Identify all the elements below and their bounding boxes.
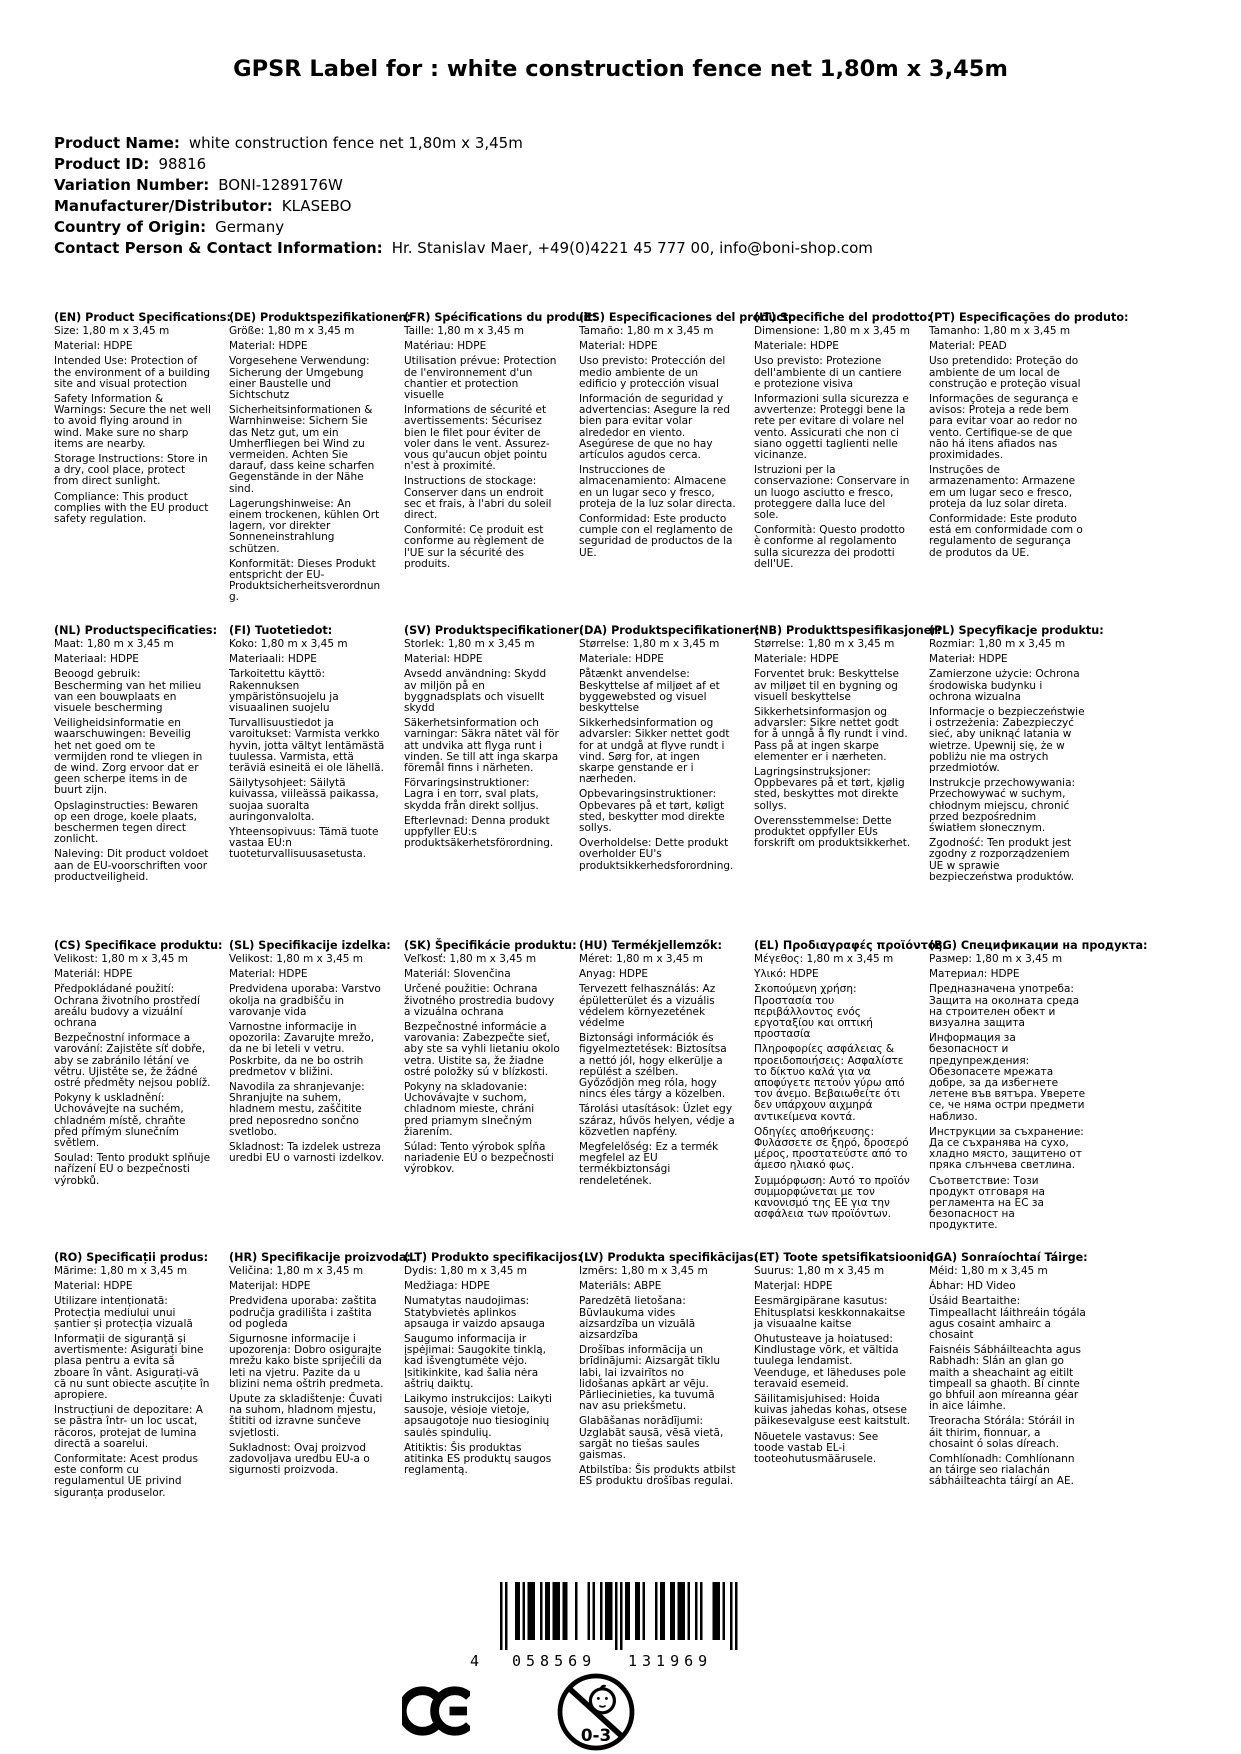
block-paragraph: Istruzioni per la conservazione: Conservare in un luogo asciutto e fresco, proteggere dalla luce del sole. xyxy=(754,464,910,522)
language-block-fi xyxy=(229,624,386,865)
block-paragraph: Sukladnost: Ovaj proizvod zadovoljava uredbu EU-a o sigurnosti proizvoda. xyxy=(229,1441,370,1477)
block-title: (BG) Спецификации на продукта: xyxy=(929,939,1148,952)
block-paragraph: Informații de siguranță și avertismente: Asigurați bine plasa pentru a evita să zboare în vânt. Asigurați-vă că nu sunt obiecte ascuțite în apropiere. xyxy=(54,1333,210,1402)
block-paragraph: Säilitamisjuhised: Hoida kuivas jahedas kohas, otsese päikesevalguse eest kaitstult. xyxy=(754,1393,911,1428)
barcode-digit-group1: 058569 xyxy=(512,1652,597,1670)
block-paragraph: Instructions de stockage: Conserver dans un endroit sec et frais, à l'abri du soleil direct. xyxy=(404,475,552,522)
block-title: (LT) Produkto specifikacijos: xyxy=(404,1251,582,1264)
block-paragraph: Lagerungshinweise: An einem trockenen, kühlen Ort lagern, vor direkter Sonneneinstrahlung schützen. xyxy=(229,497,380,555)
block-paragraph: Materijal: HDPE xyxy=(229,1280,311,1293)
product-field xyxy=(54,133,1154,154)
block-paragraph: Saugumo informacija ir įspėjimai: Saugokite tinklą, kad išvengtumėte vėjo. Įsitikinkite, kad šalia nėra aštrių daiktų. xyxy=(404,1333,547,1390)
language-block-lv xyxy=(579,1251,758,1492)
block-paragraph: Yhteensopivuus: Tämä tuote vastaa EU:n tuoteturvallisuusasetusta. xyxy=(229,826,379,861)
block-paragraph: Säilytysohjeet: Säilytä kuivassa, viileässä paikassa, suojaa suoralta auringonvalolta. xyxy=(229,777,379,823)
block-paragraph: Materiāls: ABPE xyxy=(579,1280,662,1293)
block-paragraph: Eesmärgipärane kasutus: Ehitusplatsi keskkonnakaitse ja visuaalne kaitse xyxy=(754,1295,906,1330)
block-paragraph: Πληροφορίες ασφάλειας & προειδοποιήσεις: Ασφαλίστε το δίκτυο καλά για να αποφύγετε πετούν γύρω από τον άνεμο. Βεβαιωθείτε ότι δεν υπάρχουν αιχμηρά αντικείμενα κοντά. xyxy=(754,1043,905,1123)
language-block-lt xyxy=(404,1251,582,1480)
block-paragraph: Súlad: Tento výrobok spĺňa nariadenie EÚ o bezpečnosti výrobkov. xyxy=(404,1141,554,1176)
barcode-digit-group2: 131969 xyxy=(628,1652,713,1670)
block-paragraph: Opbevaringsinstruktioner: Opbevares på et tørt, køligt sted, beskytter mod direkte sollys. xyxy=(579,788,725,835)
product-field-value: BONI-1289176W xyxy=(218,176,343,194)
language-block-de xyxy=(229,311,411,608)
block-paragraph: Overholdelse: Dette produkt overholder EU's produktsikkerhedsforordning. xyxy=(579,837,734,872)
block-paragraph: Materiaali: HDPE xyxy=(229,653,317,666)
block-title: (ES) Especificaciones del producto: xyxy=(579,311,801,324)
product-field-value: 98816 xyxy=(158,155,207,173)
block-title: (HR) Specifikacije proizvoda: xyxy=(229,1251,411,1264)
language-block-sl xyxy=(229,939,391,1168)
product-field-label: Product Name: xyxy=(54,134,180,152)
block-title: (DA) Produktspecifikationer: xyxy=(579,624,760,637)
block-paragraph: Sikkerhetsinformasjon og advarsler: Sikre nettet godt for å unngå å fly rundt i vind. Pass på at ingen skarpe elementer er i nærheten. xyxy=(754,706,908,763)
language-block-it xyxy=(754,311,932,574)
block-paragraph: Lagringsinstruksjoner: Oppbevares på et tørt, kjølig sted, beskyttes mot direkte sollys. xyxy=(754,766,905,812)
language-block-bg xyxy=(929,939,1148,1236)
block-paragraph: Ohutusteave ja hoiatused: Kindlustage võrk, et vältida tuulega lendamist. Veenduge, et läheduses pole teravaid esemeid. xyxy=(754,1333,906,1390)
block-paragraph: Utilisation prévue: Protection de l'environnement d'un chantier et protection visuelle xyxy=(404,355,557,402)
block-paragraph: Ábhar: HD Video xyxy=(929,1280,1016,1293)
block-paragraph: Uso pretendido: Proteção do ambiente de um local de construção e proteção visual xyxy=(929,355,1081,390)
block-paragraph: Biztonsági információk és figyelmeztetések: Biztosítsa a nettó jól, hogy elkerülje a repülést a szélben. Győződjön meg róla, hogy nincs éles tárgy a közelben. xyxy=(579,1032,727,1101)
language-block-nl xyxy=(54,624,218,887)
block-paragraph: Matériau: HDPE xyxy=(404,340,487,353)
block-paragraph: Glabāšanas norādījumi: Uzglabāt sausā, vēsā vietā, sargāt no tiešas saules gaismas. xyxy=(579,1415,724,1462)
block-title: (ET) Toote spetsifikatsioonid: xyxy=(754,1251,939,1264)
barcode-digit-first: 4 xyxy=(470,1652,485,1670)
language-block-el xyxy=(754,939,947,1224)
block-paragraph: Bezpečnostní informace a varování: Zajistěte síť dobře, aby se zabránilo létání ve větru. Ujistěte se, že žádné ostré předměty nejsou poblíž. xyxy=(54,1032,211,1090)
block-paragraph: Compliance: This product complies with the EU product safety regulation. xyxy=(54,490,209,526)
block-paragraph: Conformità: Questo prodotto è conforme al regolamento sulla sicurezza dei prodotti dell'UE. xyxy=(754,524,905,570)
block-paragraph: Förvaringsinstruktioner: Lagra i en torr, sval plats, skydda från direkt solljus. xyxy=(404,777,539,812)
product-field-label: Variation Number: xyxy=(54,176,210,194)
block-paragraph: Zgodność: Ten produkt jest zgodny z rozporządzeniem UE w sprawie bezpieczeństwa produktów. xyxy=(929,837,1075,883)
block-paragraph: Maat: 1,80 m x 3,45 m xyxy=(54,638,174,650)
block-paragraph: Instrucciones de almacenamiento: Almacene en un lugar seco y fresco, proteja de la luz solar directa. xyxy=(579,464,736,510)
block-paragraph: Tarkoitettu käyttö: Rakennuksen ympäristönsuojelu ja visuaalinen suojelu xyxy=(229,668,339,715)
block-paragraph: Rozmiar: 1,80 m x 3,45 m xyxy=(929,638,1066,650)
language-block-pt xyxy=(929,311,1129,563)
product-field xyxy=(54,175,1154,196)
block-title: (PL) Specyfikacje produktu: xyxy=(929,624,1104,637)
block-paragraph: Koko: 1,80 m x 3,45 m xyxy=(229,638,348,650)
block-paragraph: Beoogd gebruik: Bescherming van het milieu van een bouwplaats en visuele bescherming xyxy=(54,668,202,715)
block-paragraph: Safety Information & Warnings: Secure the net well to avoid flying around in wind. Make sure no sharp items are nearby. xyxy=(54,393,211,450)
product-field-label: Contact Person & Contact Information: xyxy=(54,239,383,257)
block-paragraph: Velikost: 1,80 m x 3,45 m xyxy=(54,953,189,965)
age-warning-0-3-icon xyxy=(556,1672,636,1754)
product-field-value: Germany xyxy=(215,218,285,236)
block-paragraph: Laikymo instrukcijos: Laikyti sausoje, vėsioje vietoje, apsaugotoje nuo tiesioginių saulės spindulių. xyxy=(404,1393,552,1439)
language-block-fr xyxy=(404,311,598,574)
block-paragraph: Forventet bruk: Beskyttelse av miljøet til en bygning og visuell beskyttelse xyxy=(754,668,899,703)
block-paragraph: Vorgesehene Verwendung: Sicherung der Umgebung einer Baustelle und Sichtschutz xyxy=(229,355,370,402)
block-paragraph: Méid: 1,80 m x 3,45 m xyxy=(929,1265,1048,1277)
block-paragraph: Nõuetele vastavus: See toode vastab EL-i tooteohutusmäärusele. xyxy=(754,1430,879,1466)
block-title: (EL) Προδιαγραφές προϊόντος: xyxy=(754,939,947,952)
block-paragraph: Material: HDPE xyxy=(229,340,308,353)
svg-text:0-3: 0-3 xyxy=(580,1724,612,1745)
block-title: (NL) Productspecificaties: xyxy=(54,624,218,637)
block-paragraph: Zamierzone użycie: Ochrona środowiska budynku i ochrona wizualna xyxy=(929,668,1080,703)
block-paragraph: Upute za skladištenje: Čuvati na suhom, hladnom mjestu, štititi od izravne sunčeve svjetlosti. xyxy=(229,1393,383,1439)
block-title: (FR) Spécifications du produit: xyxy=(404,311,598,324)
ce-mark-icon xyxy=(402,1684,470,1742)
block-paragraph: Υλικό: HDPE xyxy=(754,968,819,981)
block-paragraph: Veličina: 1,80 m x 3,45 m xyxy=(229,1265,364,1277)
block-paragraph: Предназначена употреба: Защита на околната среда на строителен обект и визуална защита xyxy=(929,983,1080,1030)
block-paragraph: Intended Use: Protection of the environment of a building site and visual protection xyxy=(54,355,211,390)
language-block-sk xyxy=(404,939,577,1180)
block-paragraph: Drošības informācija un brīdinājumi: Aizsargāt tīklu labi, lai izvairītos no lidošanas apkārt ar vēju. Pārliecinieties, ka tuvumā nav asu priekšmetu. xyxy=(579,1344,721,1413)
block-paragraph: Dimensione: 1,80 m x 3,45 m xyxy=(754,325,910,337)
block-paragraph: Material: HDPE xyxy=(579,340,658,353)
block-paragraph: Navodila za shranjevanje: Shranjujte na suhem, hladnem mestu, zaščitite pred neposredno sončno svetlobo. xyxy=(229,1081,365,1138)
block-paragraph: Numatytas naudojimas: Statybvietės aplinkos apsauga ir vaizdo apsauga xyxy=(404,1295,545,1330)
language-block-nb xyxy=(754,624,942,853)
block-paragraph: Efterlevnad: Denna produkt uppfyller EU:s produktsäkerhetsförordning. xyxy=(404,814,554,850)
block-paragraph: Informações de segurança e avisos: Proteja a rede bem para evitar voar ao redor no vento. Certifique-se de que não há itens afiados nas proximidades. xyxy=(929,393,1079,462)
block-paragraph: Størrelse: 1,80 m x 3,45 m xyxy=(754,638,895,650)
block-paragraph: Turvallisuustiedot ja varoitukset: Varmista verkko hyvin, jotta vältyt lentämästä tuulessa. Varmista, että teräviä esineitä ei ole lähellä. xyxy=(229,717,385,775)
block-paragraph: Materiál: Slovenčina xyxy=(404,968,511,981)
block-paragraph: Uso previsto: Protección del medio ambiente de un edificio y protección visual xyxy=(579,355,726,390)
block-paragraph: Soulad: Tento produkt splňuje nařízení EU o bezpečnosti výrobků. xyxy=(54,1152,211,1187)
block-title: (NB) Produkttspesifikasjoner: xyxy=(754,624,942,637)
block-paragraph: Opslaginstructies: Bewaren op een droge, koele plaats, beschermen tegen direct zonlicht. xyxy=(54,799,199,846)
block-paragraph: Størrelse: 1,80 m x 3,45 m xyxy=(579,638,720,650)
language-block-hr xyxy=(229,1251,411,1480)
block-paragraph: Konformität: Dieses Produkt entspricht der EU-Produktsicherheitsverordnung. xyxy=(229,557,381,604)
block-title: (HU) Termékjellemzők: xyxy=(579,939,722,952)
block-paragraph: Materiał: HDPE xyxy=(929,653,1008,666)
block-paragraph: Mărime: 1,80 m x 3,45 m xyxy=(54,1265,188,1277)
block-paragraph: Σκοπούμενη χρήση: Προστασία του περιβάλλοντος ενός εργοταξίου και οπτική προστασία xyxy=(754,983,873,1041)
product-field-label: Product ID: xyxy=(54,155,150,173)
block-paragraph: Conformidade: Este produto está em conformidade com o regulamento de segurança de produtos da UE. xyxy=(929,513,1083,559)
block-paragraph: Informations de sécurité et avertissements: Sécurisez bien le filet pour éviter de voler dans le vent. Assurez-vous qu'aucun objet pointu n'est à proximité. xyxy=(404,404,550,473)
block-paragraph: Atbilstība: Šis produkts atbilst ES produktu drošības regulai. xyxy=(579,1464,736,1488)
block-paragraph: Informazioni sulla sicurezza e avvertenze: Proteggi bene la rete per evitare di volare nel vento. Assicurati che non ci siano oggetti taglienti nelle vicinanze. xyxy=(754,393,909,462)
block-paragraph: Påtænkt anvendelse: Beskyttelse af miljøet af et byggewebsted og visuel beskyttelse xyxy=(579,668,720,715)
block-paragraph: Información de seguridad y advertencias: Asegure la red bien para evitar volar alrededor en viento. Asegúrese de que no hay artículos agudos cerca. xyxy=(579,393,731,462)
block-paragraph: Taille: 1,80 m x 3,45 m xyxy=(404,325,524,337)
block-paragraph: Pokyny na skladovanie: Uchovávajte v suchom, chladnom mieste, chráni pred priamym slnečným žiarením. xyxy=(404,1081,535,1138)
block-paragraph: Säkerhetsinformation och varningar: Säkra nätet väl för att undvika att flyga runt i vinden. Se till att inga skarpa föremål finns i närheten. xyxy=(404,717,559,775)
block-title: (SK) Špecifikácie produktu: xyxy=(404,939,577,952)
block-paragraph: Faisnéis Sábháilteachta agus Rabhadh: Slán an glan go maith a sheachaint ag eitilt timpeall sa ghaoth. Bí cinnte go bhfuil aon míreanna géar in aice láimhe. xyxy=(929,1344,1081,1413)
block-paragraph: Určené použitie: Ochrana životného prostredia budovy a vizuálna ochrana xyxy=(404,983,555,1018)
block-paragraph: Suurus: 1,80 m x 3,45 m xyxy=(754,1265,885,1277)
block-paragraph: Sicherheitsinformationen & Warnhinweise: Sichern Sie das Netz gut, um ein Umherfliegen bei Wind zu vermeiden. Achten Sie darauf, dass keine scharfen Gegenstände in der Nähe sind. xyxy=(229,404,375,495)
language-block-et xyxy=(754,1251,939,1469)
block-title: (RO) Specificații produs: xyxy=(54,1251,209,1264)
block-paragraph: Materiale: HDPE xyxy=(579,653,664,666)
block-paragraph: Varnostne informacije in opozorila: Zavarujte mrežo, da ne bi leteli v vetru. Poskrbite, da ne bo ostrih predmetov v bližini. xyxy=(229,1021,375,1078)
block-title: (SV) Produktspecifikationer: xyxy=(404,624,584,637)
product-field xyxy=(54,217,1154,238)
block-paragraph: Treoracha Stórála: Stóráil in áit thirim, fionnuar, a chosaint ó solas díreach. xyxy=(929,1415,1075,1450)
block-paragraph: Conformité: Ce produit est conforme au règlement de l'UE sur la sécurité des produits. xyxy=(404,524,545,570)
block-paragraph: Größe: 1,80 m x 3,45 m xyxy=(229,325,355,337)
language-block-sv xyxy=(404,624,584,853)
block-paragraph: Tervezett felhasználás: Az épületterület és a vizuális védelem környezetének védelme xyxy=(579,983,716,1030)
block-paragraph: Overensstemmelse: Dette produktet oppfyller EUs forskrift om produktsikkerhet. xyxy=(754,814,911,850)
language-block-hu xyxy=(579,939,736,1191)
block-paragraph: Συμμόρφωση: Αυτό το προϊόν συμμορφώνεται με τον κανονισμό της ΕΕ για την ασφάλεια των προϊόντων. xyxy=(754,1174,910,1221)
block-paragraph: Skladnost: Ta izdelek ustreza uredbi EU o varnosti izdelkov. xyxy=(229,1141,385,1165)
block-title: (EN) Product Specifications: xyxy=(54,311,231,324)
language-block-ga xyxy=(929,1251,1086,1492)
block-paragraph: Pokyny k uskladnění: Uchovávejte na suchém, chladném místě, chraňte před přímým slunečním světlem. xyxy=(54,1092,186,1150)
block-title: (SL) Specifikacije izdelka: xyxy=(229,939,391,952)
block-paragraph: Anyag: HDPE xyxy=(579,968,648,981)
product-field xyxy=(54,196,1154,217)
product-field-label: Country of Origin: xyxy=(54,218,207,236)
block-paragraph: Съответствие: Този продукт отговаря на регламента на ЕС за безопасност на продуктите. xyxy=(929,1174,1045,1232)
block-paragraph: Comhlíonadh: Comhlíonann an táirge seo rialachán sábháilteachta táirgí an AE. xyxy=(929,1453,1075,1488)
block-paragraph: Размер: 1,80 m x 3,45 m xyxy=(929,953,1063,965)
block-paragraph: Medžiaga: HDPE xyxy=(404,1280,490,1293)
block-paragraph: Μέγεθος: 1,80 m x 3,45 m xyxy=(754,953,894,965)
block-paragraph: Veiligheidsinformatie en waarschuwingen: Beveilig het net goed om te vermijden rond te vliegen in de wind. Zorg ervoor dat er geen scherpe items in de buurt zijn. xyxy=(54,717,203,797)
product-field xyxy=(54,238,1154,259)
language-block-ro xyxy=(54,1251,211,1503)
page-title: GPSR Label for : white construction fence net 1,80m x 3,45m xyxy=(233,56,1008,82)
block-paragraph: Sigurnosne informacije i upozorenja: Dobro osigurajte mrežu kako biste spriječili da leti na vjetru. Pazite da u blizini nema oštrih predmeta. xyxy=(229,1333,384,1390)
product-field-value: KLASEBO xyxy=(281,197,352,215)
block-paragraph: Instrukcje przechowywania: Przechowywać w suchym, chłodnym miejscu, chronić przed bezpośrednim światłem słonecznym. xyxy=(929,777,1076,835)
block-paragraph: Materjal: HDPE xyxy=(754,1280,833,1293)
block-paragraph: Инструкции за съхранение: Да се съхранява на сухо, хладно място, защитено от пряка слънчева светлина. xyxy=(929,1125,1084,1172)
block-paragraph: Tamanho: 1,80 m x 3,45 m xyxy=(929,325,1071,337)
block-title: (GA) Sonraíochtaí Táirge: xyxy=(929,1251,1088,1264)
block-paragraph: Izmērs: 1,80 m x 3,45 m xyxy=(579,1265,708,1277)
block-paragraph: Material: HDPE xyxy=(229,968,308,981)
block-paragraph: Utilizare intenționată: Protecția mediului unui șantier și protecția vizuală xyxy=(54,1295,193,1330)
block-paragraph: Bezpečnostné informácie a varovania: Zabezpečte sieť, aby ste sa vyhli lietaniu okolo vetra. Uistite sa, že žiadne ostré položky sú v blízkosti. xyxy=(404,1021,560,1078)
language-block-en xyxy=(54,311,231,529)
barcode-bars-icon xyxy=(500,1582,738,1650)
language-block-da xyxy=(579,624,760,876)
block-paragraph: Instruções de armazenamento: Armazene em um lugar seco e fresco, proteja da luz solar direta. xyxy=(929,464,1076,510)
language-block-pl xyxy=(929,624,1104,887)
block-paragraph: Materiale: HDPE xyxy=(754,340,839,353)
block-paragraph: Материал: HDPE xyxy=(929,968,1020,981)
block-paragraph: Materiaal: HDPE xyxy=(54,653,139,666)
block-paragraph: Informacje o bezpieczeństwie i ostrzeżenia: Zabezpieczyć sieć, aby uniknąć latania w wietrze. Upewnij się, że w pobliżu nie ma ostrych przedmiotów. xyxy=(929,706,1085,775)
block-paragraph: Tárolási utasítások: Üzlet egy száraz, hűvös helyen, védje a közvetlen napfény. xyxy=(579,1103,735,1138)
block-title: (FI) Tuotetiedot: xyxy=(229,624,333,637)
block-paragraph: Dydis: 1,80 m x 3,45 m xyxy=(404,1265,528,1277)
block-title: (LV) Produkta specifikācijas: xyxy=(579,1251,758,1264)
block-paragraph: Conformidad: Este producto cumple con el reglamento de seguridad de productos de la UE. xyxy=(579,513,733,559)
block-paragraph: Storlek: 1,80 m x 3,45 m xyxy=(404,638,535,650)
block-paragraph: Naleving: Dit product voldoet aan de EU-voorschriften voor productveiligheid. xyxy=(54,848,209,883)
block-title: (IT) Specifiche del prodotto: xyxy=(754,311,932,324)
block-paragraph: Tamaño: 1,80 m x 3,45 m xyxy=(579,325,714,337)
block-paragraph: Material: PEAD xyxy=(929,340,1007,353)
product-info-section xyxy=(54,133,1154,259)
block-title: (PT) Especificações do produto: xyxy=(929,311,1129,324)
block-paragraph: Avsedd användning: Skydd av miljön på en byggnadsplats och visuellt skydd xyxy=(404,668,547,715)
product-field-value: Hr. Stanislav Maer, +49(0)4221 45 777 00, info@boni-shop.com xyxy=(391,239,873,257)
block-paragraph: Predviđena uporaba: zaštita područja gradilišta i zaštita od pogleda xyxy=(229,1295,377,1330)
block-paragraph: Uso previsto: Protezione dell'ambiente di un cantiere e protezione visiva xyxy=(754,355,902,390)
block-paragraph: Velikost: 1,80 m x 3,45 m xyxy=(229,953,364,965)
product-field-label: Manufacturer/Distributor: xyxy=(54,197,273,215)
block-paragraph: Paredzētā lietošana: Būvlaukuma vides aizsardzība un vizuālā aizsardzība xyxy=(579,1295,696,1342)
block-paragraph: Megfelelőség: Ez a termék megfelel az EU termékbiztonsági rendeletének. xyxy=(579,1141,719,1187)
block-paragraph: Sikkerhedsinformation og advarsler: Sikker nettet godt for at undgå at flyve rundt i vind. Sørg for, at ingen skarpe genstande er i nærheden. xyxy=(579,717,730,786)
block-paragraph: Materiale: HDPE xyxy=(754,653,839,666)
block-paragraph: Size: 1,80 m x 3,45 m xyxy=(54,325,170,337)
block-paragraph: Material: HDPE xyxy=(54,1280,133,1293)
block-paragraph: Storage Instructions: Store in a dry, cool place, protect from direct sunlight. xyxy=(54,453,208,488)
block-paragraph: Veľkosť: 1,80 m x 3,45 m xyxy=(404,953,537,965)
block-paragraph: Οδηγίες αποθήκευσης: Φυλάσσετε σε ξηρό, δροσερό μέρος, προστατεύστε από το άμεσο ηλιακό φως. xyxy=(754,1125,909,1172)
block-paragraph: Material: HDPE xyxy=(404,653,483,666)
block-paragraph: Информация за безопасност и предупреждения: Обезопасете мрежата добре, за да избегнете летене във вятъра. Уверете се, че няма остри предмети наблизо. xyxy=(929,1032,1086,1123)
product-field-value: white construction fence net 1,80m x 3,45m xyxy=(188,134,523,152)
block-paragraph: Atitiktis: Šis produktas atitinka ES produktų saugos reglamentą. xyxy=(404,1441,552,1477)
block-paragraph: Instrucțiuni de depozitare: A se păstra într- un loc uscat, răcoros, protejat de lumina directă a soarelui. xyxy=(54,1404,203,1450)
block-paragraph: Méret: 1,80 m x 3,45 m xyxy=(579,953,703,965)
block-title: (DE) Produktspezifikationen: xyxy=(229,311,411,324)
block-paragraph: Material: HDPE xyxy=(54,340,133,353)
block-paragraph: Conformitate: Acest produs este conform cu regulamentul UE privind siguranța produselor. xyxy=(54,1453,198,1499)
block-paragraph: Materiál: HDPE xyxy=(54,968,133,981)
block-paragraph: Úsáid Beartaithe: Timpeallacht láithreáin tógála agus cosaint amhairc a chosaint xyxy=(929,1295,1086,1342)
block-paragraph: Předpokládané použití: Ochrana životního prostředí areálu budovy a vizuální ochrana xyxy=(54,983,200,1030)
block-paragraph: Predvidena uporaba: Varstvo okolja na gradbišču in varovanje vida xyxy=(229,983,381,1018)
barcode xyxy=(470,1582,770,1677)
block-title: (CS) Specifikace produktu: xyxy=(54,939,223,952)
product-field xyxy=(54,154,1154,175)
language-block-cs xyxy=(54,939,223,1191)
